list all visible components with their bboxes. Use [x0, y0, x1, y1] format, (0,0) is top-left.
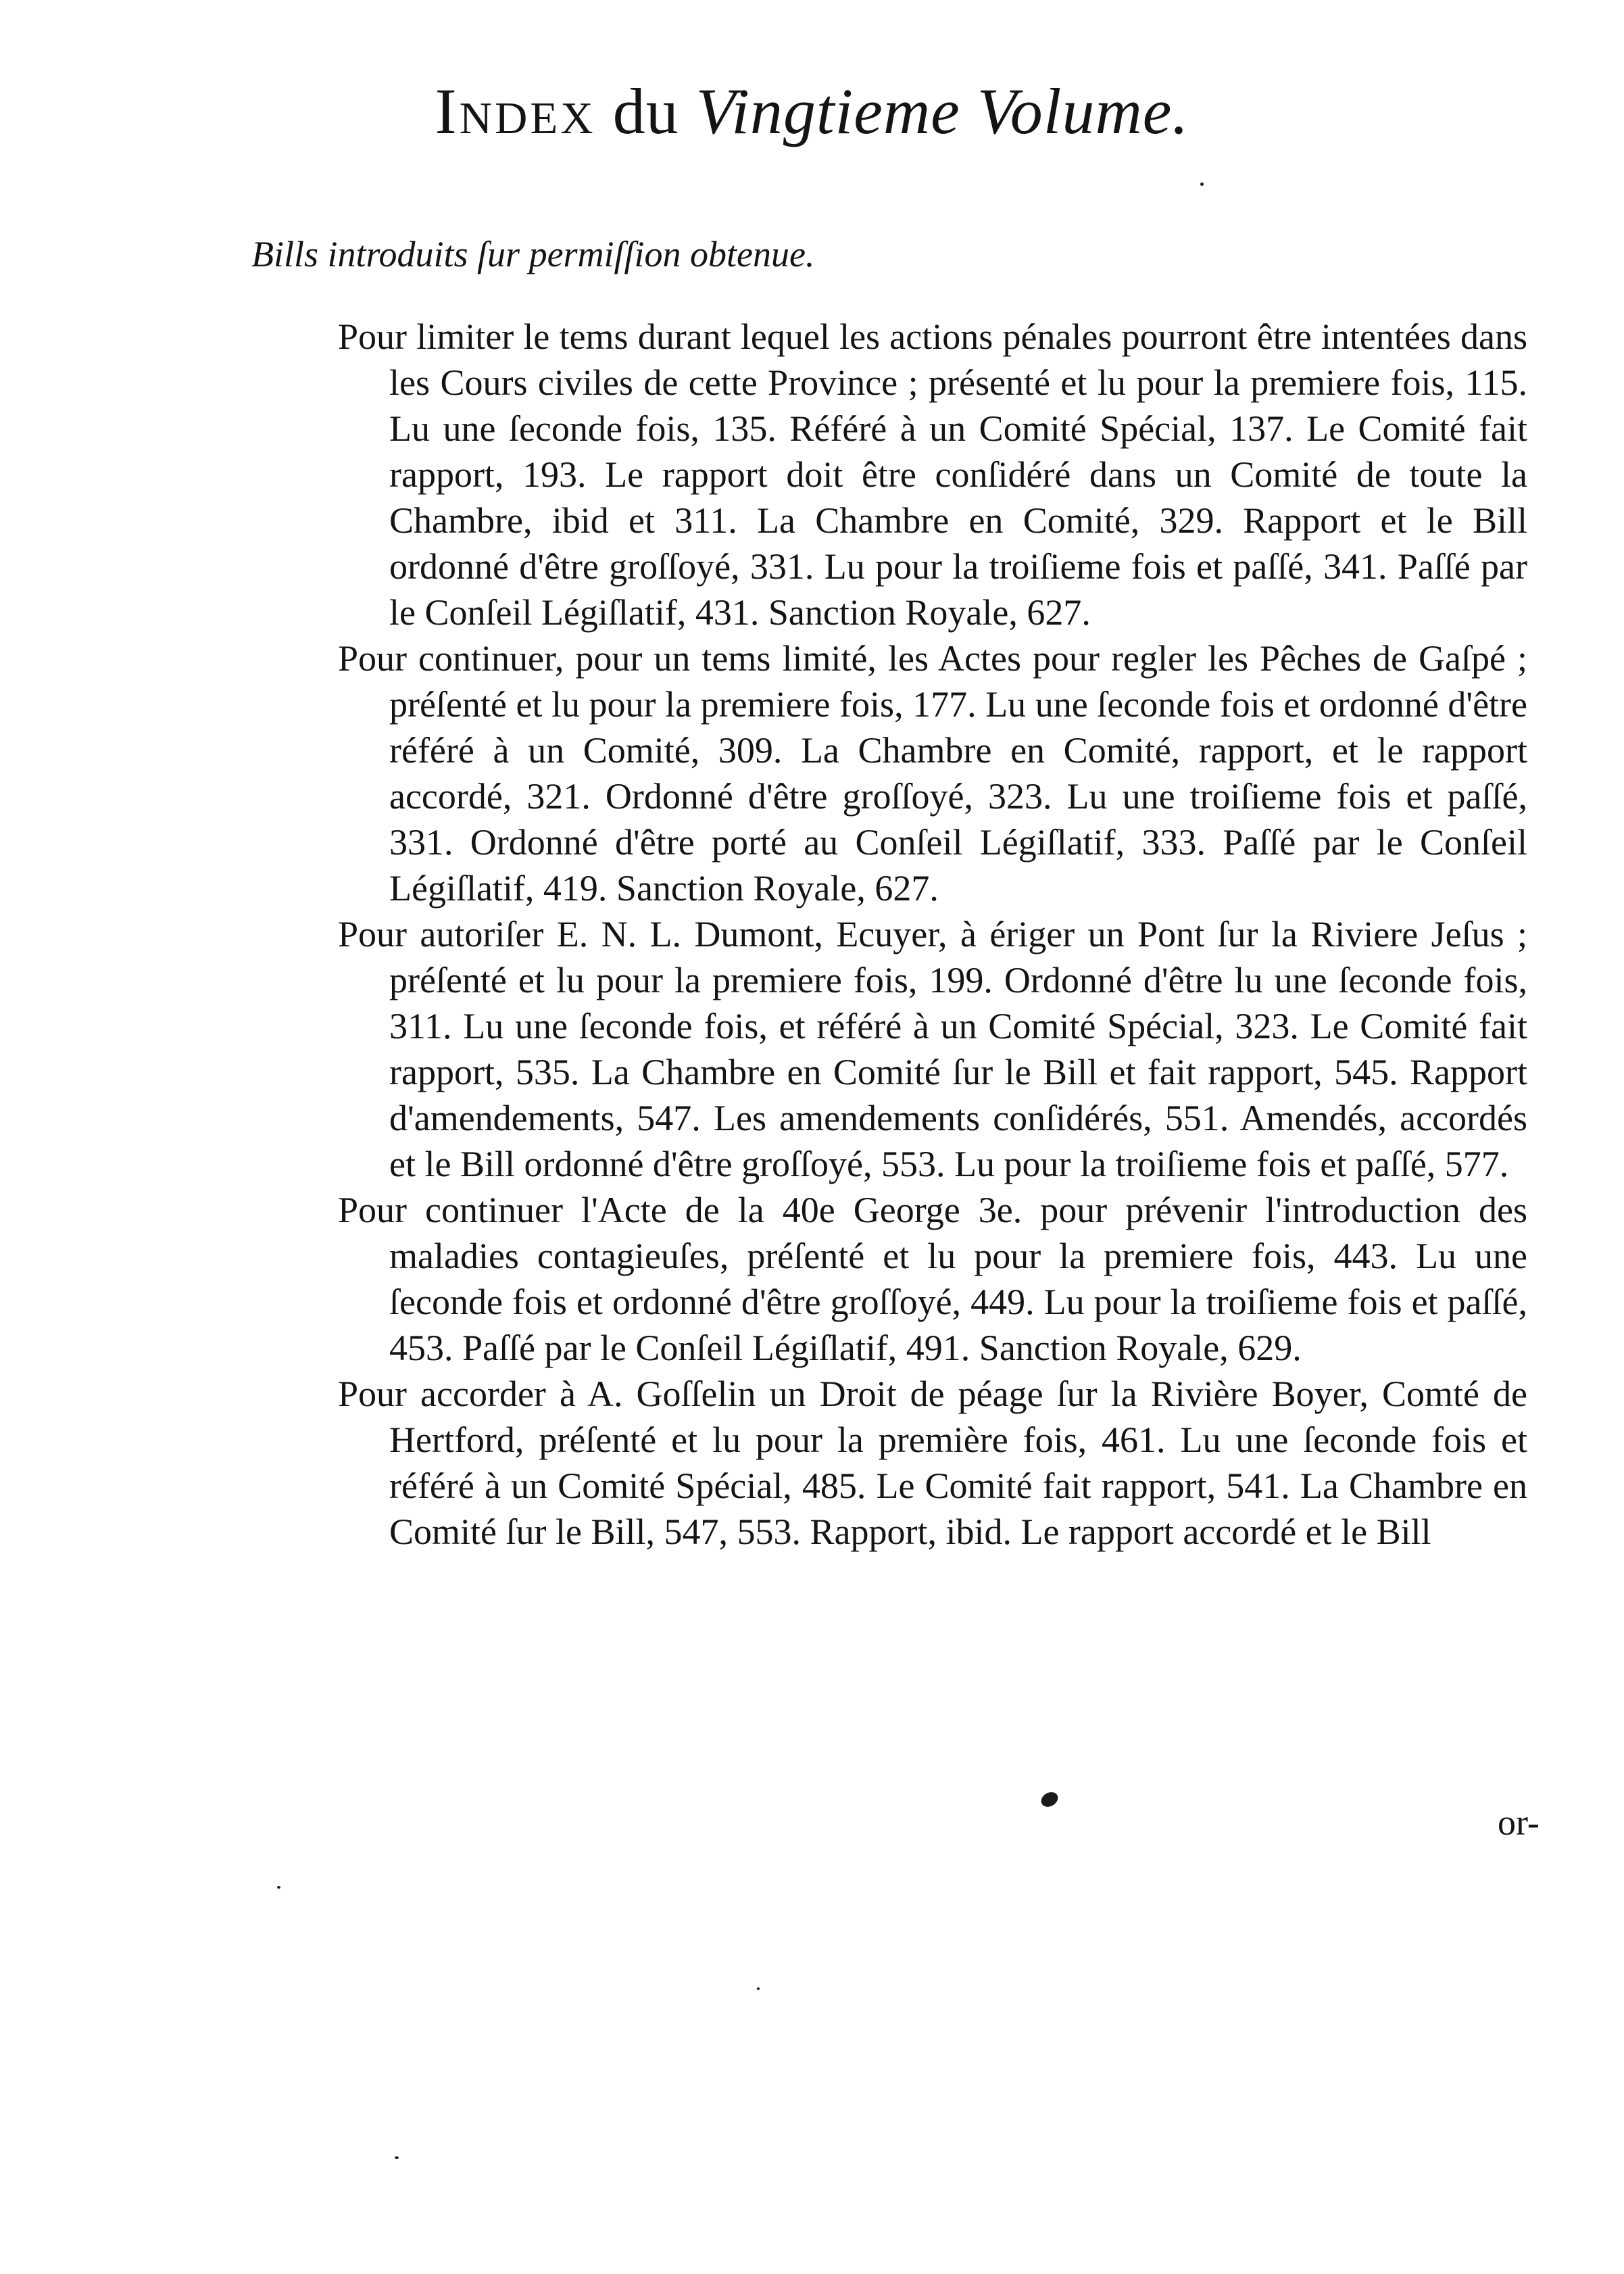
index-entry: Pour limiter le tems durant lequel les actions pénales pourront être intentées dans les Cours civiles de cette Province ; présenté et lu pour la premiere fois, 115. Lu une ſeconde fois, 135. Référé à un Comité Spécial, 137. Le Comité fait rapport, 193. Le rapport doit être conſidéré dans un Comité de toute la Chambre, ibid et 311. La Chambre en Comité, 329. Rapport et le Bill ordonné d'être groſſoyé, 331. Lu pour la troiſieme fois et paſſé, 341. Paſſé par le Conſeil Légiſlatif, 431. Sanction Royale, 627.: [338, 316, 1527, 633]
index-entry: Pour continuer, pour un tems limité, les Actes pour regler les Pêches de Gaſpé ; préſenté et lu pour la premiere fois, 177. Lu une ſeconde fois et ordonné d'être référé à un Comité, 309. La Chambre en Comité, rapport, et le rapport accordé, 321. Ordonné d'être groſſoyé, 323. Lu une troiſieme fois et paſſé, 331. Ordonné d'être porté au Conſeil Légiſlatif, 333. Paſſé par le Conſeil Légiſlatif, 419. Sanction Royale, 627.: [338, 638, 1527, 909]
index-entry: Pour continuer l'Acte de la 40e George 3e. pour prévenir l'introduction des maladies contagieuſes, préſenté et lu pour la premiere fois, 443. Lu une ſeconde fois et ordonné d'être groſſoyé, 449. Lu pour la troiſieme fois et paſſé, 453. Paſſé par le Conſeil Légiſlatif, 491. Sanction Royale, 629.: [338, 1190, 1527, 1368]
index-entry: Pour autoriſer E. N. L. Dumont, Ecuyer, à ériger un Pont ſur la Riviere Jeſus ; préſenté et lu pour la premiere fois, 199. Ordonné d'être lu une ſeconde fois, 311. Lu une ſeconde fois, et référé à un Comité Spécial, 323. Le Comité fait rapport, 535. La Chambre en Comité ſur le Bill et fait rapport, 545. Rapport d'amendements, 547. Les amendements conſidérés, 551. Amendés, accordés et le Bill ordonné d'être groſſoyé, 553. Lu pour la troiſieme fois et paſſé, 577.: [338, 914, 1527, 1184]
ink-blot: [1039, 1789, 1061, 1810]
index-entry: Pour accorder à A. Goſſelin un Droit de péage ſur la Rivière Boyer, Comté de Hertford, préſenté et lu pour la première fois, 461. Lu une ſeconde fois et référé à un Comité Spécial, 485. Le Comité fait rapport, 541. La Chambre en Comité ſur le Bill, 547, 553. Rapport, ibid. Le rapport accordé et le Bill: [338, 1374, 1527, 1552]
title-index: Index: [435, 75, 596, 147]
title-volume: Vingtieme Volume.: [695, 75, 1189, 147]
page-title: [0, 68, 1624, 155]
catchword: or-: [1498, 1802, 1540, 1843]
index-entries: [338, 314, 1527, 1555]
ink-speck: [277, 1886, 280, 1889]
title-du: du: [595, 75, 696, 147]
ink-speck: [1200, 183, 1204, 186]
ink-speck: [395, 2156, 399, 2159]
ink-speck: [757, 1987, 760, 1990]
section-heading: Bills introduits ſur permiſſion obtenue.: [251, 234, 815, 274]
